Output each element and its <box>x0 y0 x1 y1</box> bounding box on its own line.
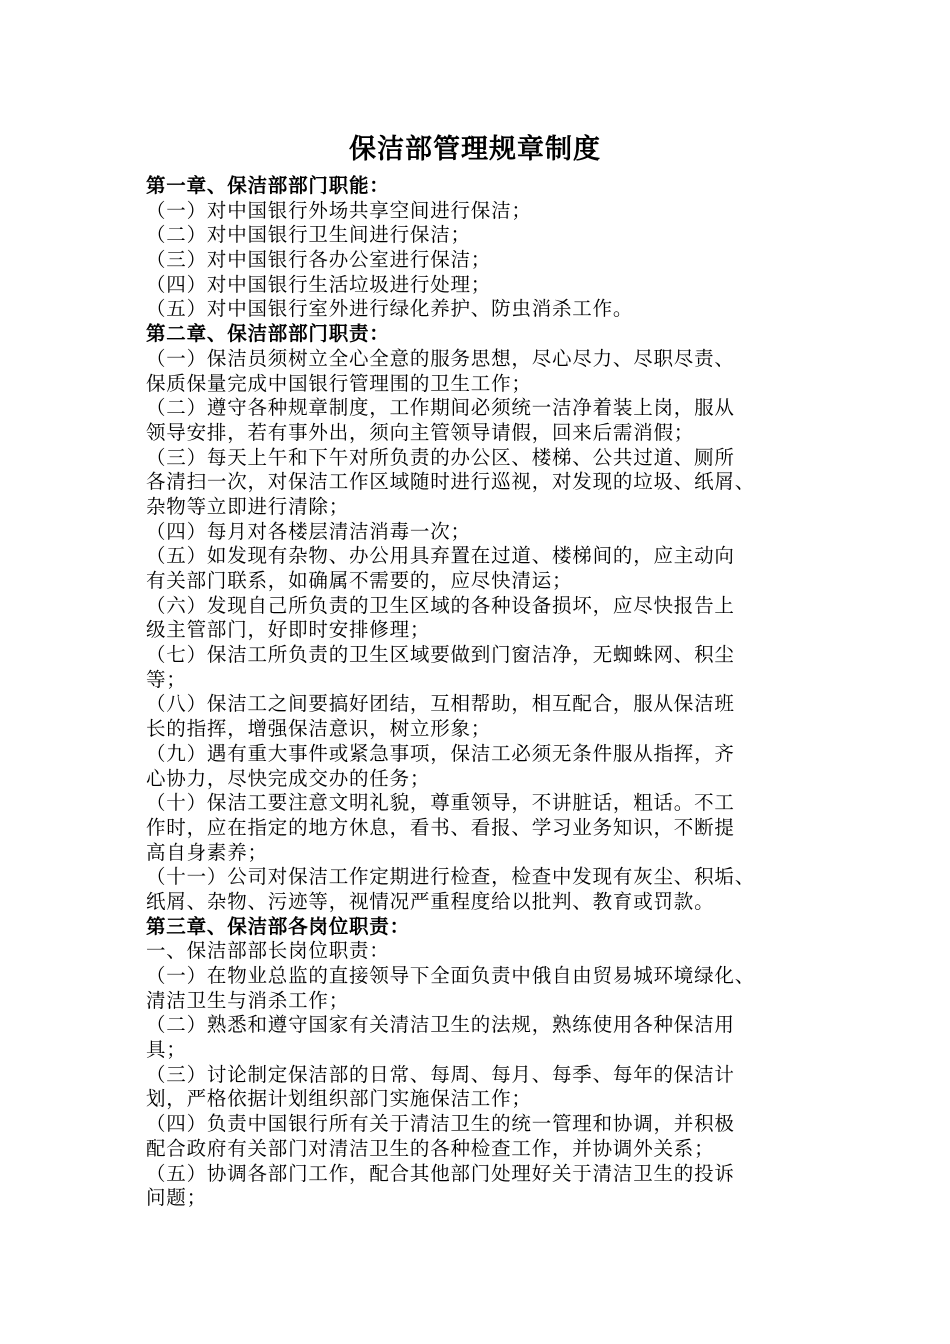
document-body <box>146 174 826 1211</box>
body-line: 保质保量完成中国银行管理围的卫生工作； <box>146 371 532 395</box>
body-line: （八）保洁工之间要搞好团结，互相帮助，相互配合，服从保洁班 <box>146 692 735 716</box>
body-line: （三）讨论制定保洁部的日常、每周、每月、每季、每年的保洁计 <box>146 1062 735 1086</box>
chapter-heading: 第一章、保洁部部门职能： <box>146 174 390 197</box>
body-line: （六）发现自己所负责的卫生区域的各种设备损坏，应尽快报告上 <box>146 593 735 617</box>
body-line: 清洁卫生与消杀工作； <box>146 988 350 1012</box>
body-line: 各清扫一次，对保洁工作区域随时进行巡视，对发现的垃圾、纸屑、 <box>146 470 756 494</box>
body-line: （十）保洁工要注意文明礼貌，尊重领导，不讲脏话，粗话。不工 <box>146 791 735 815</box>
body-line: 等； <box>146 667 187 691</box>
document-title: 保洁部管理规章制度 <box>349 134 601 165</box>
body-line: 高自身素养； <box>146 840 268 864</box>
body-line: （五）如发现有杂物、办公用具弃置在过道、楼梯间的，应主动向 <box>146 544 735 568</box>
chapter-heading: 第三章、保洁部各岗位职责： <box>146 914 410 938</box>
body-line: （一）在物业总监的直接领导下全面负责中俄自由贸易城环境绿化、 <box>146 964 756 987</box>
body-line: （三）对中国银行各办公室进行保洁； <box>146 248 492 272</box>
body-line: 领导安排，若有事外出，须向主管领导请假，回来后需消假； <box>146 420 695 444</box>
body-line: （二）熟悉和遵守国家有关清洁卫生的法规，熟练使用各种保洁用 <box>146 1013 735 1037</box>
body-line: 一、保洁部部长岗位职责： <box>146 939 390 963</box>
body-line: 纸屑、杂物、污迹等，视情况严重程度给以批判、教育或罚款。 <box>146 889 715 913</box>
body-line: 级主管部门，好即时安排修理； <box>146 618 431 642</box>
body-line: （三）每天上午和下午对所负责的办公区、楼梯、公共过道、厕所 <box>146 445 735 469</box>
body-line: （一）对中国银行外场共享空间进行保洁； <box>146 198 532 222</box>
body-line: （五）对中国银行室外进行绿化养护、防虫消杀工作。 <box>146 297 634 321</box>
body-line: （五）协调各部门工作，配合其他部门处理好关于清洁卫生的投诉 <box>146 1161 735 1185</box>
body-line: 杂物等立即进行清除； <box>146 494 350 518</box>
body-line: （四）对中国银行生活垃圾进行处理； <box>146 272 492 296</box>
body-line: 有关部门联系，如确属不需要的，应尽快清运； <box>146 569 573 592</box>
body-line: （七）保洁工所负责的卫生区域要做到门窗洁净，无蜘蛛网、积尘 <box>146 643 735 667</box>
body-line: 具； <box>146 1038 187 1062</box>
body-line: （九）遇有重大事件或紧急事项，保洁工必须无条件服从指挥，齐 <box>146 741 735 765</box>
body-line: 心协力，尽快完成交办的任务； <box>146 766 431 790</box>
body-line: 划，严格依据计划组织部门实施保洁工作； <box>146 1087 532 1111</box>
chapter-heading: 第二章、保洁部部门职责： <box>146 322 390 346</box>
body-line: （二）遵守各种规章制度，工作期间必须统一洁净着装上岗，服从 <box>146 396 735 420</box>
body-line: （二）对中国银行卫生间进行保洁； <box>146 223 471 247</box>
body-line: （一）保洁员须树立全心全意的服务思想，尽心尽力、尽职尽责、 <box>146 346 735 370</box>
body-line: （十一）公司对保洁工作定期进行检查，检查中发现有灰尘、积垢、 <box>146 865 756 889</box>
body-line: （四）负责中国银行所有关于清洁卫生的统一管理和协调，并积极 <box>146 1112 735 1136</box>
body-line: （四）每月对各楼层清洁消毒一次； <box>146 519 471 543</box>
body-line: 问题； <box>146 1186 207 1210</box>
body-line: 配合政府有关部门对清洁卫生的各种检查工作，并协调外关系； <box>146 1136 715 1160</box>
body-line: 长的指挥，增强保洁意识，树立形象； <box>146 717 492 741</box>
body-line: 作时，应在指定的地方休息，看书、看报、学习业务知识，不断提 <box>146 815 735 839</box>
